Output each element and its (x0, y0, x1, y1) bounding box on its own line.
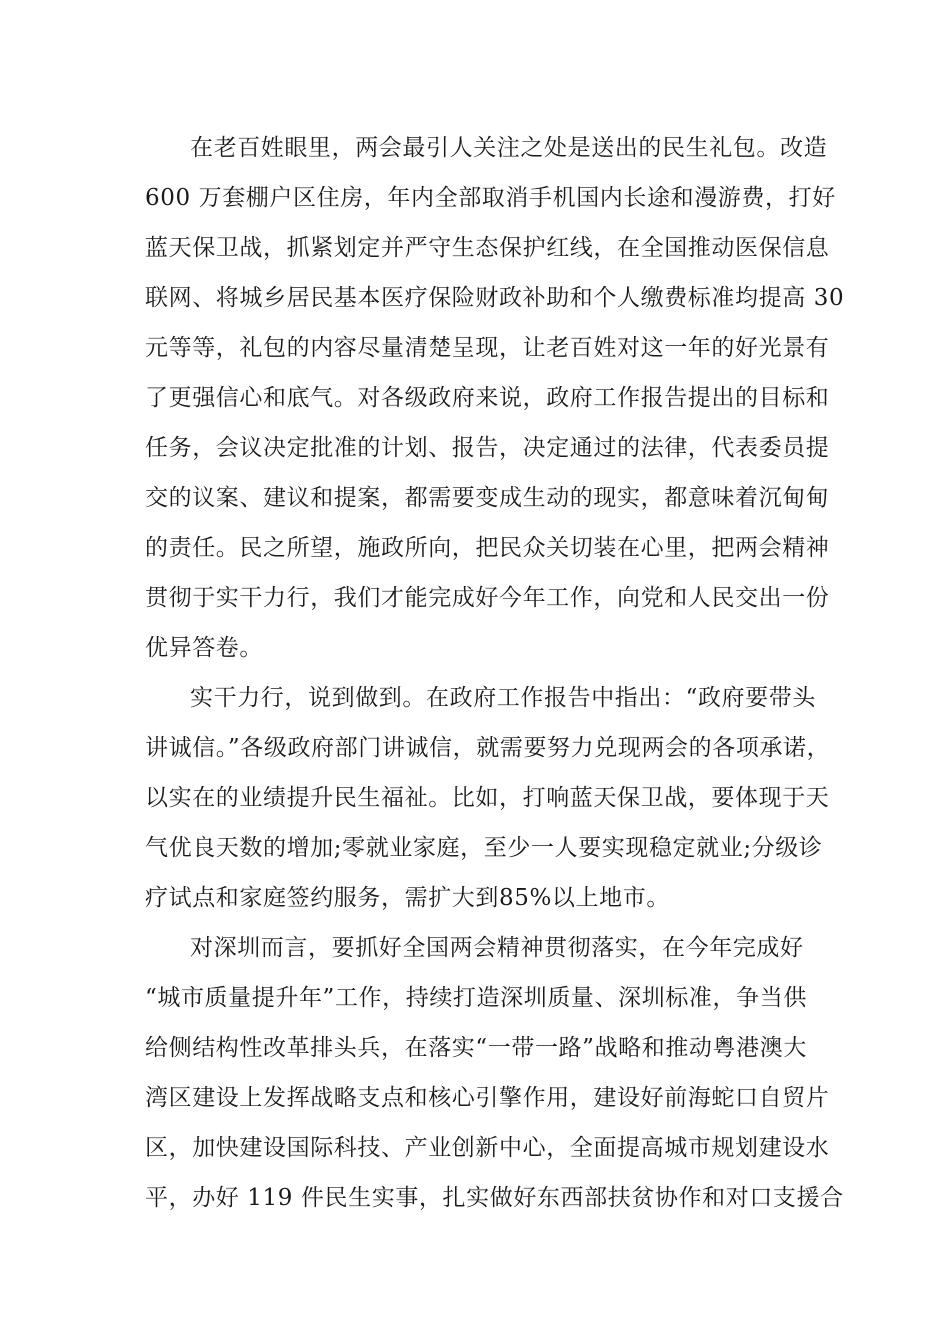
paragraph-1-line-1: 在老百姓眼里，两会最引人关注之处是送出的民生礼包。改造 (190, 135, 828, 161)
paragraph-3-line-6: 平，办好 119 件民生实事，扎实做好东西部扶贫协作和对口支援合 (145, 1185, 844, 1211)
paragraph-2-line-1: 实干力行，说到做到。在政府工作报告中指出：“政府要带头 (190, 685, 816, 711)
paragraph-1-line-2: 600 万套棚户区住房，年内全部取消手机国内长途和漫游费，打好 (145, 185, 836, 211)
paragraph-3-line-1: 对深圳而言，要抓好全国两会精神贯彻落实，在今年完成好 (190, 935, 804, 961)
paragraph-1-line-10: 贯彻于实干力行，我们才能完成好今年工作，向党和人民交出一份 (145, 585, 830, 611)
paragraph-1-line-4: 联网、将城乡居民基本医疗保险财政补助和个人缴费标准均提高 30 (145, 285, 845, 311)
paragraph-1-line-7: 任务，会议决定批准的计划、报告，决定通过的法律，代表委员提 (145, 435, 830, 461)
paragraph-2-line-4: 气优良天数的增加;零就业家庭，至少一人要实现稳定就业;分级诊 (145, 835, 823, 861)
paragraph-3-line-2: “城市质量提升年”工作，持续打造深圳质量、深圳标准，争当供 (145, 985, 807, 1011)
paragraph-1-line-6: 了更强信心和底气。对各级政府来说，政府工作报告提出的目标和 (145, 385, 830, 411)
paragraph-2-line-3: 以实在的业绩提升民生福祉。比如，打响蓝天保卫战，要体现于天 (145, 785, 830, 811)
paragraph-1-line-5: 元等等，礼包的内容尽量清楚呈现，让老百姓对这一年的好光景有 (145, 335, 830, 361)
paragraph-3-line-4: 湾区建设上发挥战略支点和核心引擎作用，建设好前海蛇口自贸片 (145, 1085, 830, 1111)
paragraph-2-line-5: 疗试点和家庭签约服务，需扩大到85%以上地市。 (145, 885, 670, 911)
paragraph-3-line-5: 区，加快建设国际科技、产业创新中心，全面提高城市规划建设水 (145, 1135, 830, 1161)
paragraph-1-line-11: 优异答卷。 (145, 635, 263, 661)
paragraph-3-line-3: 给侧结构性改革排头兵，在落实“一带一路”战略和推动粤港澳大 (145, 1035, 807, 1061)
paragraph-2-line-2: 讲诚信。”各级政府部门讲诚信，就需要努力兑现两会的各项承诺， (145, 735, 831, 761)
paragraph-1-line-9: 的责任。民之所望，施政所向，把民众关切装在心里，把两会精神 (145, 535, 830, 561)
paragraph-1-line-3: 蓝天保卫战，抓紧划定并严守生态保护红线，在全国推动医保信息 (145, 235, 830, 261)
paragraph-1-line-8: 交的议案、建议和提案，都需要变成生动的现实，都意味着沉甸甸 (145, 485, 830, 511)
